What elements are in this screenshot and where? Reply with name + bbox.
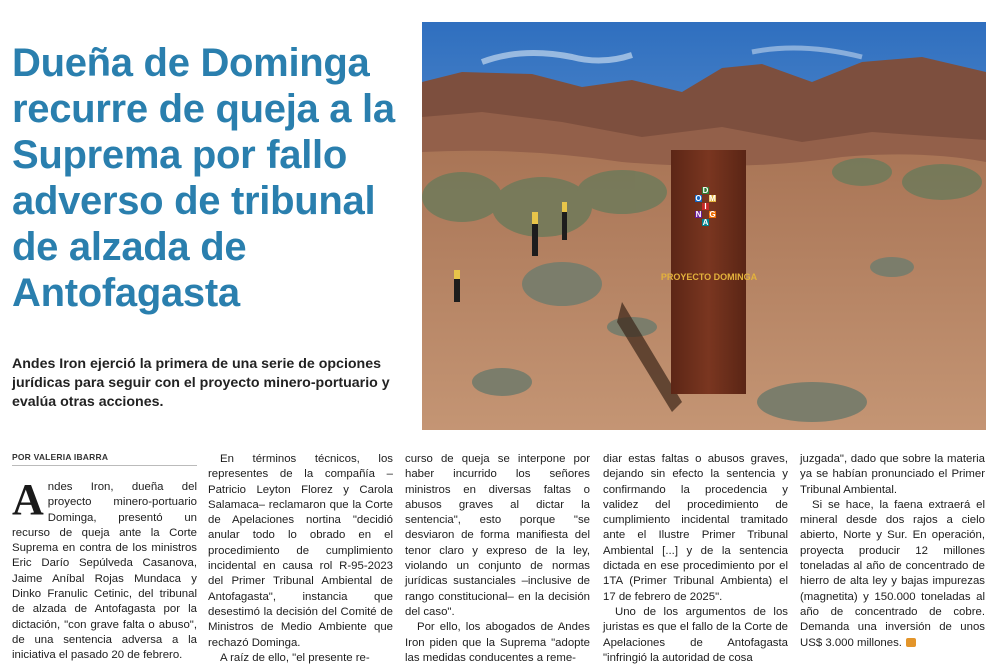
article-photo	[422, 22, 986, 430]
paragraph: curso de queja se interpone por haber incurrido los señores ministros en diversas faltas o abusos graves al dictar la sentencia", esto porque "se desviaron de forma manifiesta del tenor claro y expreso de la ley, violando un conjunto de normas jurídicas sustanciales –inclusive de rango constitucional– en la decisión del caso".	[405, 453, 590, 618]
logo-letter-4: I	[704, 202, 707, 211]
logo-letter-6: G	[709, 210, 716, 219]
paragraph-text: Si se hace, la faena extraerá el mineral desde dos rajos a cielo abierto, Norte y Sur. En operación, proyecta producir 12 millones toneladas al año de concentrado de hierro de alta ley y bajas impurezas (magnetita) y 150.000 toneladas al año de concentrado de cobre. Demanda una inversión de unos US$ 3.000 millones.	[800, 498, 985, 649]
drop-cap: A	[12, 475, 44, 524]
headline: Dueña de Dominga recurre de queja a la Suprema por fallo adverso de tribunal de alzada de Antofagasta	[12, 41, 395, 315]
paragraph	[800, 498, 985, 651]
end-mark-icon	[906, 638, 916, 647]
logo-letter-5: N	[695, 210, 702, 219]
paragraph: Uno de los argumentos de los juristas es que el fallo de la Corte de Apelaciones de Antofagasta "infringió la autoridad de cosa	[603, 605, 788, 664]
paragraph: A raíz de ello, "el presente re-	[220, 651, 370, 664]
logo-letter-7: A	[702, 218, 709, 227]
article-column-4	[603, 452, 788, 666]
deck: Andes Iron ejerció la primera de una serie de opciones jurídicas para seguir con el proyecto minero-portuario y evalúa otras acciones.	[12, 356, 390, 410]
paragraph	[12, 475, 197, 664]
byline: POR VALERIA IBARRA	[12, 452, 197, 466]
logo-letter-1: D	[702, 186, 709, 195]
logo-letter-3: M	[709, 194, 716, 203]
logo-letter-2: O	[695, 194, 702, 203]
article-column-2	[208, 452, 393, 666]
sign-text: PROYECTO DOMINGA	[660, 272, 758, 282]
article-column-1	[12, 475, 197, 664]
paragraph: En términos técnicos, los representes de la compañía –Patricio Leyton Florez y Carola Salamaca– reclamaron que la Corte de Apelaciones nortina "decidió anular todo lo obrado en el procedimiento de cumplimiento incidental en causa rol R-95-2023 del Primer Tribunal Ambiental de Antofagasta", instancia que desestimó la decisión del Comité de Ministros de Medio Ambiente que rechazó Dominga.	[208, 453, 393, 649]
paragraph: juzgada", dado que sobre la materia ya se habían pronunciado el Primer Tribunal Ambiental.	[800, 453, 985, 496]
article-column-5	[800, 452, 985, 651]
paragraph-text: ndes Iron, dueña del proyecto minero-portuario Dominga, presentó un recurso de queja ante la Corte Suprema en contra de los ministros Eric Darío Sepúlveda Casanova, Jaime Aníbal Rojas Mundaca y Dinko Franulic Cetinic, del tribunal de alzada de Antofagasta por la dictación, "con grave falta o abuso", de una sentencia adversa a la iniciativa el pasado 20 de febrero.	[12, 481, 197, 662]
paragraph: diar estas faltas o abusos graves, dejando sin efecto la sentencia y confirmando la procedencia y validez del procedimiento de cumplimiento incidental tramitado ante el Ilustre Primer Tribunal Ambiental [...] y de la sentencia dictada en ese procedimiento por el 1TA (Primer Tribunal Ambienta) el 17 de febrero de 2025".	[603, 453, 788, 603]
paragraph: Por ello, los abogados de Andes Iron piden que la Suprema "adopte las medidas conducentes a reme-	[405, 621, 590, 664]
article-column-3	[405, 452, 590, 666]
desert-landscape-illustration	[422, 22, 986, 430]
